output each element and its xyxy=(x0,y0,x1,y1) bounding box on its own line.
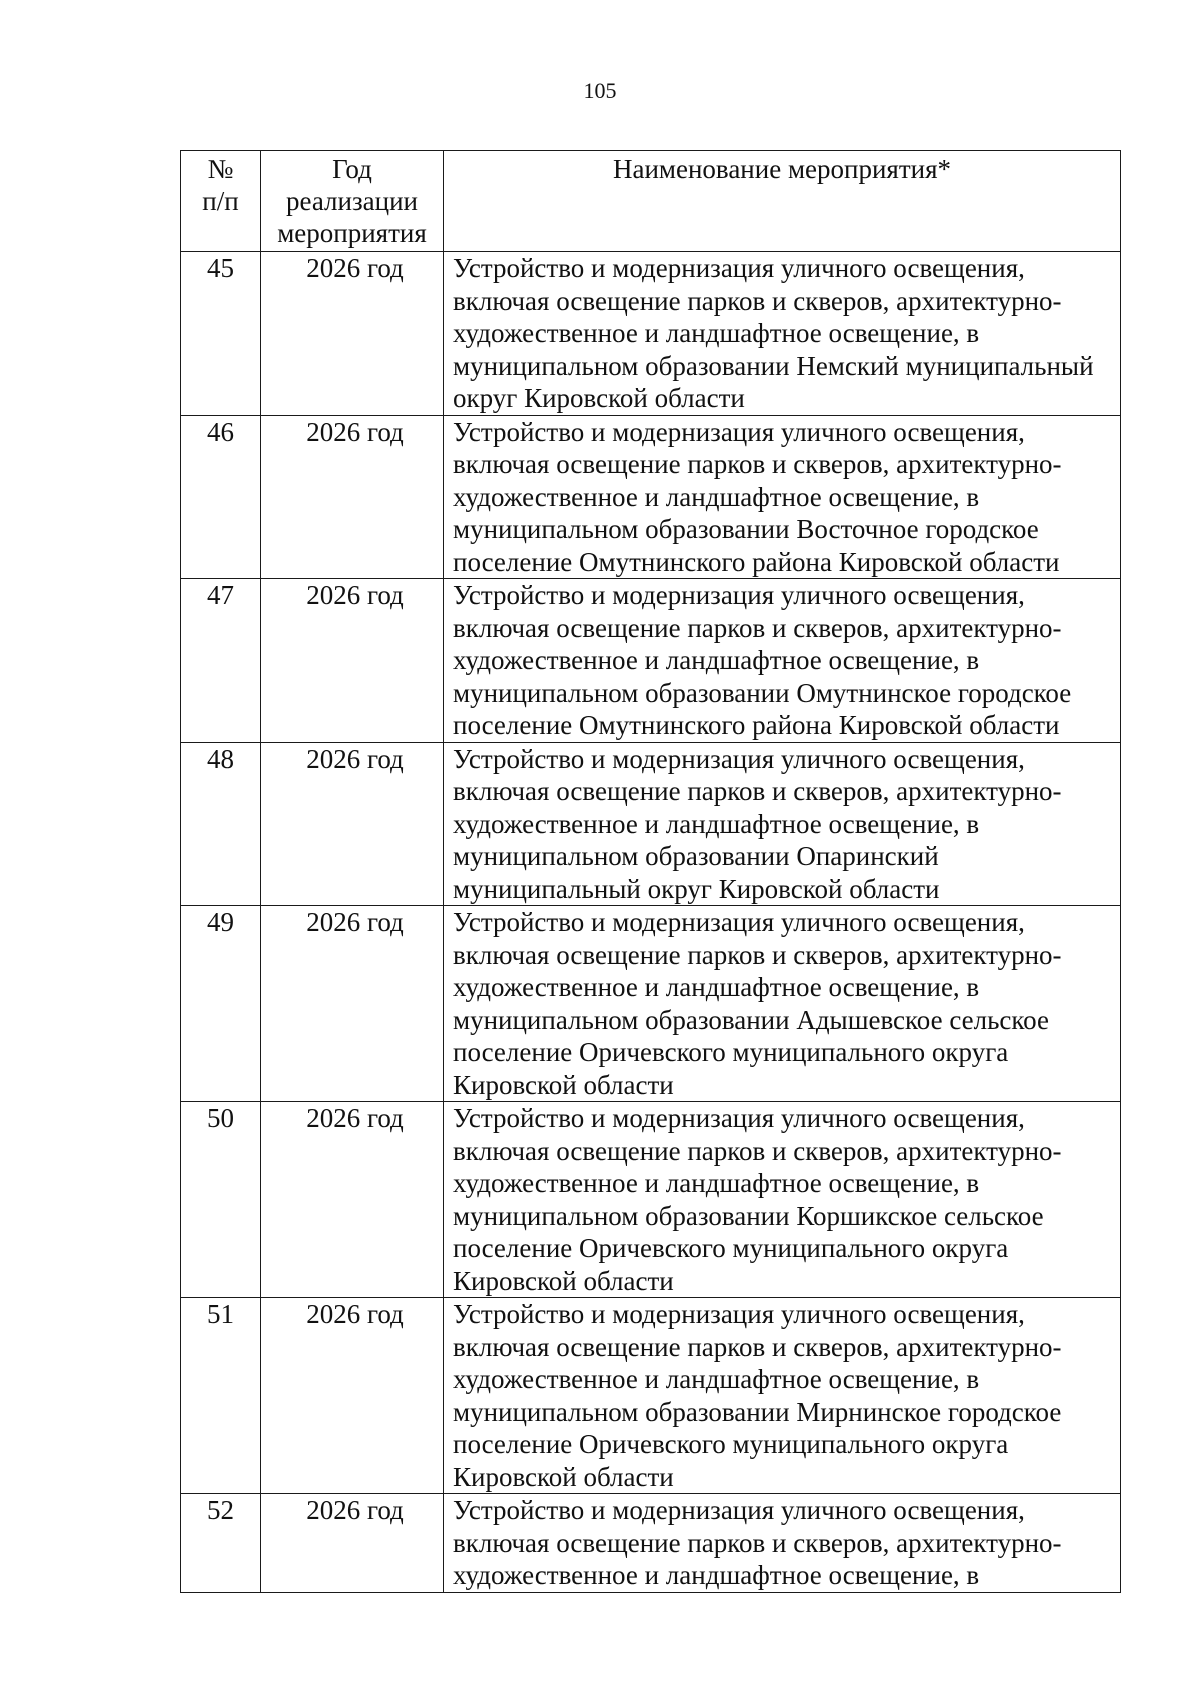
row-year: 2026 год xyxy=(261,742,444,906)
row-number: 52 xyxy=(181,1494,261,1593)
header-year xyxy=(261,151,444,252)
row-number: 45 xyxy=(181,252,261,416)
row-number: 48 xyxy=(181,742,261,906)
row-year: 2026 год xyxy=(261,906,444,1102)
row-measure-name: Устройство и модернизация уличного освещения, включая освещение парков и скверов, архитектурно-художественное и ландшафтное освещение, в муниципальном образовании Омутнинское городское поселение Омутнинского района Кировской области xyxy=(444,579,1121,743)
header-measure-name-label: Наименование мероприятия* xyxy=(612,154,951,184)
row-number: 50 xyxy=(181,1102,261,1298)
row-year: 2026 год xyxy=(261,1102,444,1298)
table-header-row xyxy=(181,151,1121,252)
row-number: 46 xyxy=(181,415,261,579)
row-measure-name: Устройство и модернизация уличного освещения, включая освещение парков и скверов, архитектурно-художественное и ландшафтное освещение, в xyxy=(444,1494,1121,1593)
table-row xyxy=(181,252,1121,416)
table-row xyxy=(181,1102,1121,1298)
header-measure-name xyxy=(444,151,1121,252)
header-number-label: № п/п xyxy=(202,154,239,216)
table-row xyxy=(181,1494,1121,1593)
page-number: 105 xyxy=(583,78,617,103)
table-row xyxy=(181,1298,1121,1494)
row-year: 2026 год xyxy=(261,1494,444,1593)
table-row xyxy=(181,906,1121,1102)
row-number: 51 xyxy=(181,1298,261,1494)
row-measure-name: Устройство и модернизация уличного освещения, включая освещение парков и скверов, архитектурно-художественное и ландшафтное освещение, в муниципальном образовании Восточное городское поселение Омутнинского района Кировской области xyxy=(444,415,1121,579)
table-row xyxy=(181,579,1121,743)
row-measure-name: Устройство и модернизация уличного освещения, включая освещение парков и скверов, архитектурно-художественное и ландшафтное освещение, в муниципальном образовании Мирнинское городское поселение Оричевского муниципального округа Кировской области xyxy=(444,1298,1121,1494)
header-year-label: Год реализации мероприятия xyxy=(277,154,427,248)
row-number: 49 xyxy=(181,906,261,1102)
row-year: 2026 год xyxy=(261,1298,444,1494)
header-number xyxy=(181,151,261,252)
measures-table xyxy=(180,150,1121,1593)
table-row xyxy=(181,415,1121,579)
row-measure-name: Устройство и модернизация уличного освещения, включая освещение парков и скверов, архитектурно-художественное и ландшафтное освещение, в муниципальном образовании Коршикское сельское поселение Оричевского муниципального округа Кировской области xyxy=(444,1102,1121,1298)
row-measure-name: Устройство и модернизация уличного освещения, включая освещение парков и скверов, архитектурно-художественное и ландшафтное освещение, в муниципальном образовании Адышевское сельское поселение Оричевского муниципального округа Кировской области xyxy=(444,906,1121,1102)
row-year: 2026 год xyxy=(261,252,444,416)
row-year: 2026 год xyxy=(261,579,444,743)
row-measure-name: Устройство и модернизация уличного освещения, включая освещение парков и скверов, архитектурно-художественное и ландшафтное освещение, в муниципальном образовании Опаринский муниципальный округ Кировской области xyxy=(444,742,1121,906)
row-measure-name: Устройство и модернизация уличного освещения, включая освещение парков и скверов, архитектурно-художественное и ландшафтное освещение, в муниципальном образовании Немский муниципальный округ Кировской области xyxy=(444,252,1121,416)
row-number: 47 xyxy=(181,579,261,743)
row-year: 2026 год xyxy=(261,415,444,579)
table-row xyxy=(181,742,1121,906)
